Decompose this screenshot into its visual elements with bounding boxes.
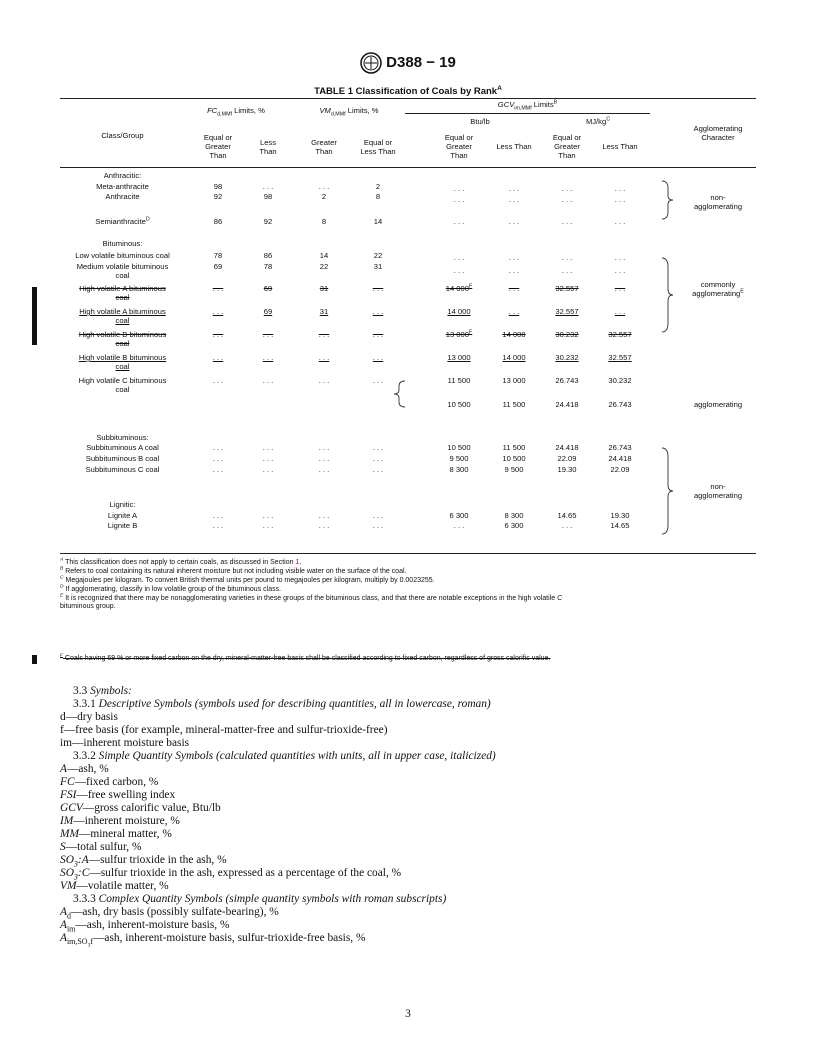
- header-bottom-rule: [60, 167, 756, 168]
- revision-bar: [32, 287, 37, 345]
- symbol-def: MM—mineral matter, %: [60, 828, 172, 840]
- row-label-added: High volatile A bituminous coal: [79, 307, 166, 325]
- sub-mj-eq-greater: Equal or Greater Than: [552, 133, 582, 160]
- agglomerating-label: agglomerating: [693, 400, 743, 409]
- table-cell-deleted: 14 $000^F$: [445, 283, 473, 293]
- table-cell: 8 300: [504, 511, 524, 520]
- table-cell: . . .: [372, 521, 384, 530]
- table-cell: 14: [319, 251, 329, 260]
- sub-fc-eq-greater: Equal or Greater Than: [203, 133, 233, 160]
- table-cell: . . .: [318, 376, 330, 385]
- symbol-def: $SO_3:A—sulfur$ trioxide in the ash, %: [60, 854, 227, 869]
- table-cell: . . .: [453, 266, 465, 275]
- table-cell-added: 32.557: [608, 353, 632, 362]
- table-cell-deleted: 32.557: [608, 330, 632, 339]
- table-cell-added: . . .: [614, 307, 626, 316]
- symbol-def: FC—fixed carbon, %: [60, 776, 159, 788]
- table-cell: . . .: [318, 443, 330, 452]
- table-cell-deleted: 13 $000^F$: [445, 329, 473, 339]
- table-cell-added: . . .: [318, 353, 330, 362]
- table-cell-added: 69: [263, 307, 273, 316]
- footnote-d: $^D$ If agglomerating, classify in low volatile group of the bituminous class.: [60, 584, 282, 593]
- table-cell: . . .: [212, 511, 224, 520]
- table-top-rule: [60, 98, 756, 99]
- col-agglomerating: Agglomerating Character: [693, 124, 743, 142]
- row-label: Semianthracite$^D$: [95, 216, 150, 226]
- group-subbituminous: Subbituminous:: [96, 433, 149, 442]
- table-cell: 24.418: [555, 400, 579, 409]
- table-cell: 86: [213, 217, 223, 226]
- table-cell: . . .: [372, 454, 384, 463]
- row-label: Low volatile bituminous coal: [75, 251, 170, 260]
- symbol-def: $A_{im,SO_3f}—ash$, inherent-moisture basis, sulfur-trioxide-free basis, %: [60, 932, 366, 949]
- table-cell: 13 000: [502, 376, 526, 385]
- table-cell: 86: [263, 251, 273, 260]
- table-cell-deleted: . . .: [212, 284, 224, 293]
- table-cell: 2: [375, 182, 381, 191]
- col-btu: Btu/lb: [470, 117, 490, 126]
- row-label: Subbituminous A coal: [86, 443, 159, 452]
- table-cell: . . .: [212, 443, 224, 452]
- row-label: Subbituminous C coal: [85, 465, 160, 474]
- col-mj: $MJ/kg^C$: [585, 116, 611, 126]
- section-link[interactable]: 1: [295, 559, 300, 566]
- table-cell: . . .: [453, 184, 465, 193]
- row-label: High volatile C bituminous coal: [78, 376, 167, 394]
- symbol-def: $A_{im}—ash$, inherent-moisture basis, %: [60, 919, 230, 934]
- table-cell: . . .: [508, 184, 520, 193]
- document-id: D388 − 19: [386, 53, 456, 71]
- table-cell: 69: [213, 262, 223, 271]
- table-cell: 6 300: [504, 521, 524, 530]
- col-fc-limits: $FC_{d,MMf}$ Limits, %: [207, 106, 265, 118]
- page-number: 3: [405, 1008, 411, 1020]
- table-cell: . . .: [561, 266, 573, 275]
- table-cell-deleted: . . .: [262, 330, 274, 339]
- footnote-b: $^B$ Refers to coal containing its natural inherent moisture but not including visible water on the surface of the coal.: [60, 566, 407, 575]
- table-cell: . . .: [508, 266, 520, 275]
- table-cell: 98: [263, 192, 273, 201]
- table-cell-deleted: . . .: [614, 284, 626, 293]
- sub-vm-greater: Greater Than: [311, 138, 337, 156]
- sub-fc-less: Less Than: [259, 138, 277, 156]
- table-cell-deleted: . . .: [372, 284, 384, 293]
- symbol-def: A—ash, %: [60, 763, 109, 775]
- table-cell: . . .: [508, 253, 520, 262]
- revision-bar: [32, 655, 37, 664]
- agglomerating-label: non- agglomerating: [693, 193, 743, 211]
- sub-btu-eq-greater: Equal or Greater Than: [444, 133, 474, 160]
- table-cell: . . .: [372, 511, 384, 520]
- symbol-def: VM—volatile matter, %: [60, 880, 169, 892]
- table-cell: . . .: [262, 454, 274, 463]
- table-cell: . . .: [212, 454, 224, 463]
- table-cell: 10 500: [447, 400, 471, 409]
- table-cell: . . .: [262, 376, 274, 385]
- table-cell: 8 300: [449, 465, 469, 474]
- table-cell: . . .: [453, 521, 465, 530]
- table-cell: 24.418: [555, 443, 579, 452]
- table-cell: 11 500: [502, 400, 526, 409]
- group-lignitic: Lignitic:: [109, 500, 136, 509]
- table-cell: . . .: [262, 521, 274, 530]
- sub-vm-eq-less: Equal or Less Than: [360, 138, 396, 156]
- row-label: Subbituminous B coal: [85, 454, 160, 463]
- table-cell-deleted: 30.232: [555, 330, 579, 339]
- table-cell: 22: [319, 262, 329, 271]
- brace-icon: [393, 380, 407, 408]
- brace-icon: [660, 257, 676, 333]
- table-cell: . . .: [318, 521, 330, 530]
- table-cell-added: . . .: [212, 307, 224, 316]
- table-cell: 22.09: [557, 454, 577, 463]
- table-cell: 92: [213, 192, 223, 201]
- col-gcv-limits: $GCV_{im,MMf}$ Limits$^B$: [497, 99, 558, 112]
- table-cell-added: 31: [319, 307, 329, 316]
- table-cell: . . .: [318, 182, 330, 191]
- table-cell-deleted: 32.557: [555, 284, 579, 293]
- table-cell: . . .: [508, 195, 520, 204]
- table-cell: . . .: [262, 465, 274, 474]
- table-cell-added: 14 000: [447, 307, 471, 316]
- table-title: TABLE 1 Classification of Coals by Rank$^A$: [314, 84, 502, 97]
- symbol-def: $A_d—ash$, dry basis (possibly sulfate-bearing), %: [60, 906, 279, 921]
- table-cell: 26.743: [608, 400, 632, 409]
- table-cell-added: 32.557: [555, 307, 579, 316]
- table-cell: 19.30: [610, 511, 630, 520]
- table-cell: . . .: [614, 217, 626, 226]
- footnote-e: $^E$ It is recognized that there may be nonagglomerating varieties in these groups of the bituminous class, and that there are notable exceptions in the high volatile C bituminous group.: [60, 593, 563, 611]
- table-cell: . . .: [561, 217, 573, 226]
- symbol-def: GCV—gross calorific value, Btu/lb: [60, 802, 221, 814]
- table-cell: 8: [321, 217, 327, 226]
- table-cell: 11 500: [447, 376, 471, 385]
- table-cell: 92: [263, 217, 273, 226]
- brace-icon: [660, 447, 676, 535]
- table-cell: 14.65: [610, 521, 630, 530]
- table-cell: 9 500: [504, 465, 524, 474]
- table-cell: . . .: [453, 253, 465, 262]
- col-class-group: Class/Group: [101, 131, 144, 140]
- table-cell: . . .: [614, 266, 626, 275]
- table-cell-added: . . .: [372, 307, 384, 316]
- footnote-a: $^A$ This classification does not apply to certain coals, as discussed in Section 1.: [60, 557, 302, 566]
- table-cell: . . .: [262, 443, 274, 452]
- sub-btu-less: Less Than: [496, 142, 532, 151]
- table-cell: 31: [373, 262, 383, 271]
- agglomerating-label: commonly agglomerating$^E$: [692, 280, 744, 298]
- gcv-rule: [405, 113, 650, 114]
- symbol-def: im—inherent moisture basis: [60, 737, 190, 749]
- row-label-added: High volatile B bituminous coal: [78, 353, 167, 371]
- table-cell: . . .: [372, 465, 384, 474]
- table-cell: 78: [213, 251, 223, 260]
- table-cell: . . .: [508, 217, 520, 226]
- symbol-def: IM—inherent moisture, %: [60, 815, 180, 827]
- table-cell-deleted: 31: [319, 284, 329, 293]
- table-cell: 2: [321, 192, 327, 201]
- table-cell: 10 500: [502, 454, 526, 463]
- section-3-3: 3.3 Symbols:: [73, 685, 132, 697]
- table-cell-added: . . .: [508, 307, 520, 316]
- document-header: [0, 52, 816, 74]
- row-label: Medium volatile bituminous coal: [76, 262, 169, 280]
- astm-logo-icon: [360, 52, 382, 74]
- table-cell: 10 500: [447, 443, 471, 452]
- symbol-def: $SO_3:C—sulfur$ trioxide in the ash, expressed as a percentage of the coal, %: [60, 867, 402, 882]
- group-anthracitic: Anthracitic:: [103, 171, 142, 180]
- table-cell: . . .: [262, 182, 274, 191]
- table-cell: 98: [213, 182, 223, 191]
- symbol-def: S—total sulfur, %: [60, 841, 142, 853]
- row-label: Lignite A: [107, 511, 138, 520]
- table-cell-deleted: 69: [263, 284, 273, 293]
- footnote-c: $^C$ Megajoules per kilogram. To convert British thermal units per pound to megajoules per kilogram, multiply by 0.0023255.: [60, 575, 435, 584]
- table-cell: 26.743: [608, 443, 632, 452]
- table-cell: . . .: [262, 511, 274, 520]
- table-cell: . . .: [614, 184, 626, 193]
- table-cell: . . .: [561, 253, 573, 262]
- table-cell-added: 30.232: [555, 353, 579, 362]
- table-cell: . . .: [614, 195, 626, 204]
- brace-icon: [660, 180, 676, 220]
- table-cell: 14.65: [557, 511, 577, 520]
- table-cell: . . .: [318, 511, 330, 520]
- table-cell: 9 500: [449, 454, 469, 463]
- agglomerating-label: non- agglomerating: [693, 482, 743, 500]
- table-cell: . . .: [561, 184, 573, 193]
- table-cell-added: 14 000: [502, 353, 526, 362]
- table-cell-deleted: . . .: [508, 284, 520, 293]
- table-cell: . . .: [372, 443, 384, 452]
- col-vm-limits: $VM_{d,MMf}$ Limits, %: [319, 106, 379, 118]
- sub-mj-less: Less Than: [602, 142, 638, 151]
- section-3-3-1: 3.3.1 Descriptive Symbols (symbols used for describing quantities, all in lowercase, roman): [73, 698, 491, 710]
- table-cell-deleted: 14 000: [502, 330, 526, 339]
- table-cell-added: 13 000: [447, 353, 471, 362]
- table-cell-added: . . .: [262, 353, 274, 362]
- table-cell: . . .: [318, 454, 330, 463]
- row-label-deleted: High volatile B bituminous coal: [78, 330, 167, 348]
- table-cell: 19.30: [557, 465, 577, 474]
- row-label: Anthracite: [105, 192, 140, 201]
- table-cell: . . .: [561, 521, 573, 530]
- symbol-def: d—dry basis: [60, 711, 118, 723]
- table-cell: 22.09: [610, 465, 630, 474]
- table-cell: 30.232: [608, 376, 632, 385]
- table-cell: 78: [263, 262, 273, 271]
- table-cell: 22: [373, 251, 383, 260]
- table-cell: 8: [375, 192, 381, 201]
- table-cell: 14: [373, 217, 383, 226]
- table-cell: . . .: [212, 465, 224, 474]
- table-cell-deleted: . . .: [318, 330, 330, 339]
- table-cell: . . .: [212, 376, 224, 385]
- row-label-deleted: High volatile A bituminous coal: [79, 284, 166, 302]
- table-cell: . . .: [453, 217, 465, 226]
- table-cell: 6 300: [449, 511, 469, 520]
- table-cell-added: . . .: [212, 353, 224, 362]
- table-cell: . . .: [561, 195, 573, 204]
- section-3-3-2: 3.3.2 Simple Quantity Symbols (calculated quantities with units, all in upper case, italicized): [73, 750, 496, 762]
- row-label: Meta-anthracite: [96, 182, 149, 191]
- section-3-3-3: 3.3.3 Complex Quantity Symbols (simple quantity symbols with roman subscripts): [73, 893, 447, 905]
- footnote-f-deleted: $^F$ Coals having 69 % or more fixed carbon on the dry, mineral-matter-free basis shall be classified according to fixed carbon, regardless of gross calorific value.: [60, 653, 551, 662]
- table-cell: . . .: [614, 253, 626, 262]
- group-bituminous: Bituminous:: [102, 239, 143, 248]
- table-bottom-rule: [60, 553, 756, 554]
- table-cell: . . .: [372, 376, 384, 385]
- table-cell: 24.418: [608, 454, 632, 463]
- table-cell: . . .: [453, 195, 465, 204]
- table-cell: . . .: [212, 521, 224, 530]
- table-cell-added: . . .: [372, 353, 384, 362]
- table-cell: . . .: [318, 465, 330, 474]
- symbol-def: f—free basis (for example, mineral-matter-free and sulfur-trioxide-free): [60, 724, 388, 736]
- table-cell: 11 500: [502, 443, 526, 452]
- symbol-def: FSI—free swelling index: [60, 789, 176, 801]
- row-label: Lignite B: [107, 521, 138, 530]
- table-cell-deleted: . . .: [372, 330, 384, 339]
- table-cell-deleted: . . .: [212, 330, 224, 339]
- table-cell: 26.743: [555, 376, 579, 385]
